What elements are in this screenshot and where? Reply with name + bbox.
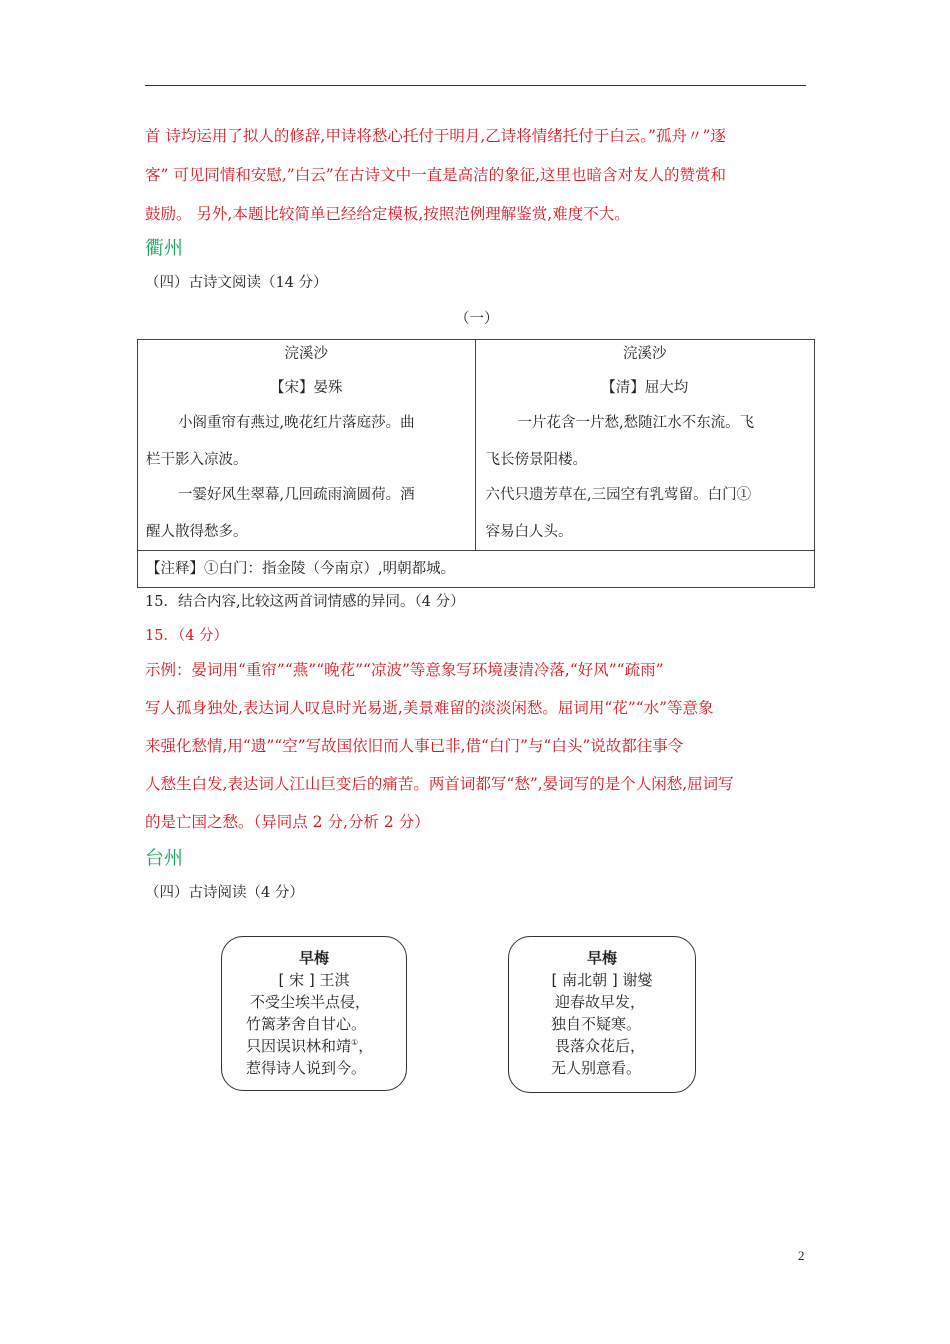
poem-b-line-3: 畏落众花后， (555, 1037, 646, 1055)
poem-b-author: [ 南北朝 ] 谢燮 (551, 971, 653, 989)
answer-15-line-4: 人愁生白发,表达词人江山巨变后的痛苦。两首词都写“愁”,晏词写的是个人闲愁,屈词写 (145, 775, 734, 793)
part-title-quzhou: （四）古诗文阅读（14 分） (145, 275, 328, 291)
header-rule (145, 85, 806, 86)
poem-a-line-1: 不受尘埃半点侵， (250, 993, 371, 1011)
poem-box-wangqi (221, 936, 407, 1091)
poem-right-line-1: 一片花含一片愁,愁随江水不东流。飞 (517, 415, 755, 431)
poem-left-line-4: 醒人散得愁多。 (146, 524, 248, 540)
answer-line-2: 客” 可见同情和安慰,”白云”在古诗文中一直是高洁的象征,这里也暗含对友人的赞赏和 (145, 166, 727, 184)
poem-left-line-3: 一霎好风生翠幕,几回疏雨滴圆荷。酒 (178, 487, 415, 503)
poem-left-cell (138, 340, 475, 550)
part-title-taizhou: （四）古诗阅读（4 分） (145, 885, 304, 901)
page-number: 2 (798, 1248, 805, 1263)
answer-15-line-2: 写人孤身独处,表达词人叹息时光易逝,美景难留的淡淡闲愁。屈词用“花”“水”等意象 (145, 699, 714, 717)
answer-15-line-5: 的是亡国之愁。（异同点 2 分,分析 2 分） (145, 813, 430, 831)
poem-b-line-4: 无人别意看。 (551, 1059, 642, 1077)
poem-b-line-1: 迎春故早发， (555, 993, 646, 1011)
poem-right-line-2: 飞长傍景阳楼。 (485, 452, 587, 468)
answer-line-1: 首 诗均运用了拟人的修辞,甲诗将愁心托付于明月,乙诗将情绪托付于白云。”孤舟〃”逐 (145, 127, 726, 145)
answer-15-line-1: 示例：晏词用“重帘”“燕”“晚花”“凉波”等意象写环境凄清冷落,“好风”“疏雨” (145, 661, 664, 679)
region-heading-taizhou: 台州 (145, 847, 184, 869)
poem-a-title: 早梅 (298, 949, 329, 967)
poem-right-cell (476, 340, 815, 550)
footnote-marker: ① (351, 1038, 359, 1047)
poem-a-line-2: 竹篱茅舍自甘心。 (246, 1015, 367, 1033)
note-cell (138, 551, 814, 587)
poem-a-author: [ 宋 ] 王淇 (278, 971, 350, 989)
answer-15-line-3: 来强化愁情,用“遗”“空”写故国依旧而人事已非,借“白门”与“白头”说故都往事令 (145, 737, 684, 755)
poem-left-author: 【宋】晏殊 (270, 380, 343, 396)
poem-b-line-2: 独自不疑寒。 (551, 1015, 642, 1033)
region-heading-quzhou: 衢州 (145, 237, 184, 259)
poem-box-xiexie (508, 936, 696, 1093)
poem-b-title: 早梅 (586, 949, 617, 967)
sub-title-one: （一） (455, 311, 499, 327)
poem-left-title: 浣溪沙 (284, 346, 328, 362)
poem-annotation: 【注释】①白门：指金陵（今南京）,明朝都城。 (146, 561, 456, 577)
poem-left-line-2: 栏干影入凉波。 (146, 452, 248, 468)
poem-a-line-3: 只因误识林和靖①， (246, 1037, 374, 1055)
poem-a-line-4: 惹得诗人说到今。 (246, 1059, 367, 1077)
poem-comparison-table (137, 339, 815, 588)
poem-right-line-3: 六代只遗芳草在,三园空有乳莺留。白门① (485, 487, 752, 503)
poem-right-line-4: 容易白人头。 (485, 524, 573, 540)
answer-line-3: 鼓励。 另外,本题比较简单已经给定模板,按照范例理解鉴赏,难度不大。 (145, 205, 630, 223)
poem-right-author: 【清】屈大均 (601, 380, 689, 396)
poem-right-title: 浣溪沙 (623, 346, 667, 362)
poem-left-line-1: 小阁重帘有燕过,晚花红片落庭莎。曲 (178, 415, 415, 431)
question-15: 15．结合内容,比较这两首词情感的异同。（4 分） (145, 594, 465, 610)
answer-15-label: 15．（4 分） (145, 628, 229, 644)
